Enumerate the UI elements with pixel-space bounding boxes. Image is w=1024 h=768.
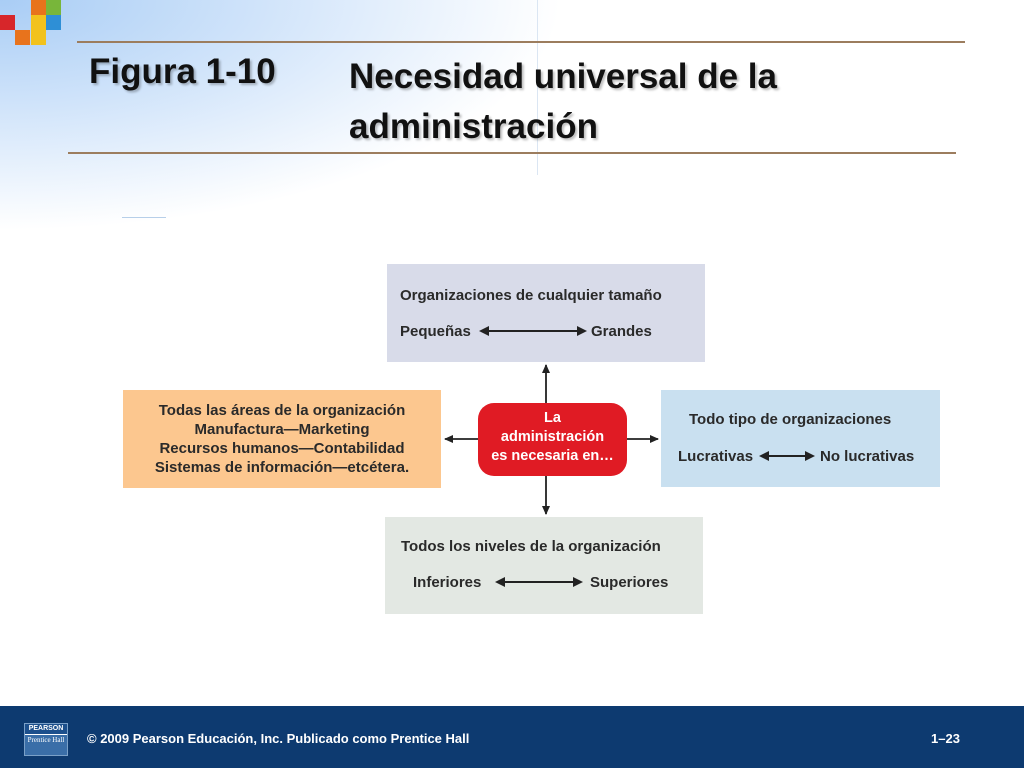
box-line: Todas las áreas de la organización xyxy=(158,402,406,419)
center-box-management xyxy=(478,403,627,476)
double-arrow-icon xyxy=(495,577,583,587)
box-line: Manufactura—Marketing xyxy=(194,421,370,438)
range-right-label: No lucrativas xyxy=(820,448,915,465)
range-left-label: Lucrativas xyxy=(678,448,754,465)
range-left-label: Pequeñas xyxy=(400,323,471,340)
center-line: es necesaria en… xyxy=(491,448,614,464)
copyright-text: © 2009 Pearson Educación, Inc. Publicado como Prentice Hall xyxy=(87,731,470,746)
center-line: La xyxy=(544,410,561,426)
page-title: Necesidad universal de la administración xyxy=(349,57,777,146)
box-line: Recursos humanos—Contabilidad xyxy=(159,440,405,457)
box-heading: Organizaciones de cualquier tamaño xyxy=(400,287,662,304)
box-organization-areas xyxy=(123,390,441,488)
pearson-logo xyxy=(24,723,68,756)
box-line: Sistemas de información—etcétera. xyxy=(154,459,410,476)
logo-top-text: PEARSON xyxy=(25,724,67,734)
figure-label: Figura 1-10 xyxy=(89,52,276,91)
box-heading: Todos los niveles de la organización xyxy=(401,538,661,555)
box-organization-types xyxy=(661,390,940,487)
page-number: 1–23 xyxy=(931,731,960,746)
box-organization-levels xyxy=(385,517,703,614)
range-left-label: Inferiores xyxy=(413,574,482,591)
range-right-label: Grandes xyxy=(591,323,652,340)
double-arrow-icon xyxy=(479,326,587,336)
box-organization-size xyxy=(387,264,705,362)
box-heading: Todo tipo de organizaciones xyxy=(689,411,892,428)
double-arrow-icon xyxy=(759,451,815,461)
range-right-label: Superiores xyxy=(590,574,669,591)
logo-bottom-text: Prentice Hall xyxy=(25,735,67,755)
center-line: administración xyxy=(500,429,605,445)
